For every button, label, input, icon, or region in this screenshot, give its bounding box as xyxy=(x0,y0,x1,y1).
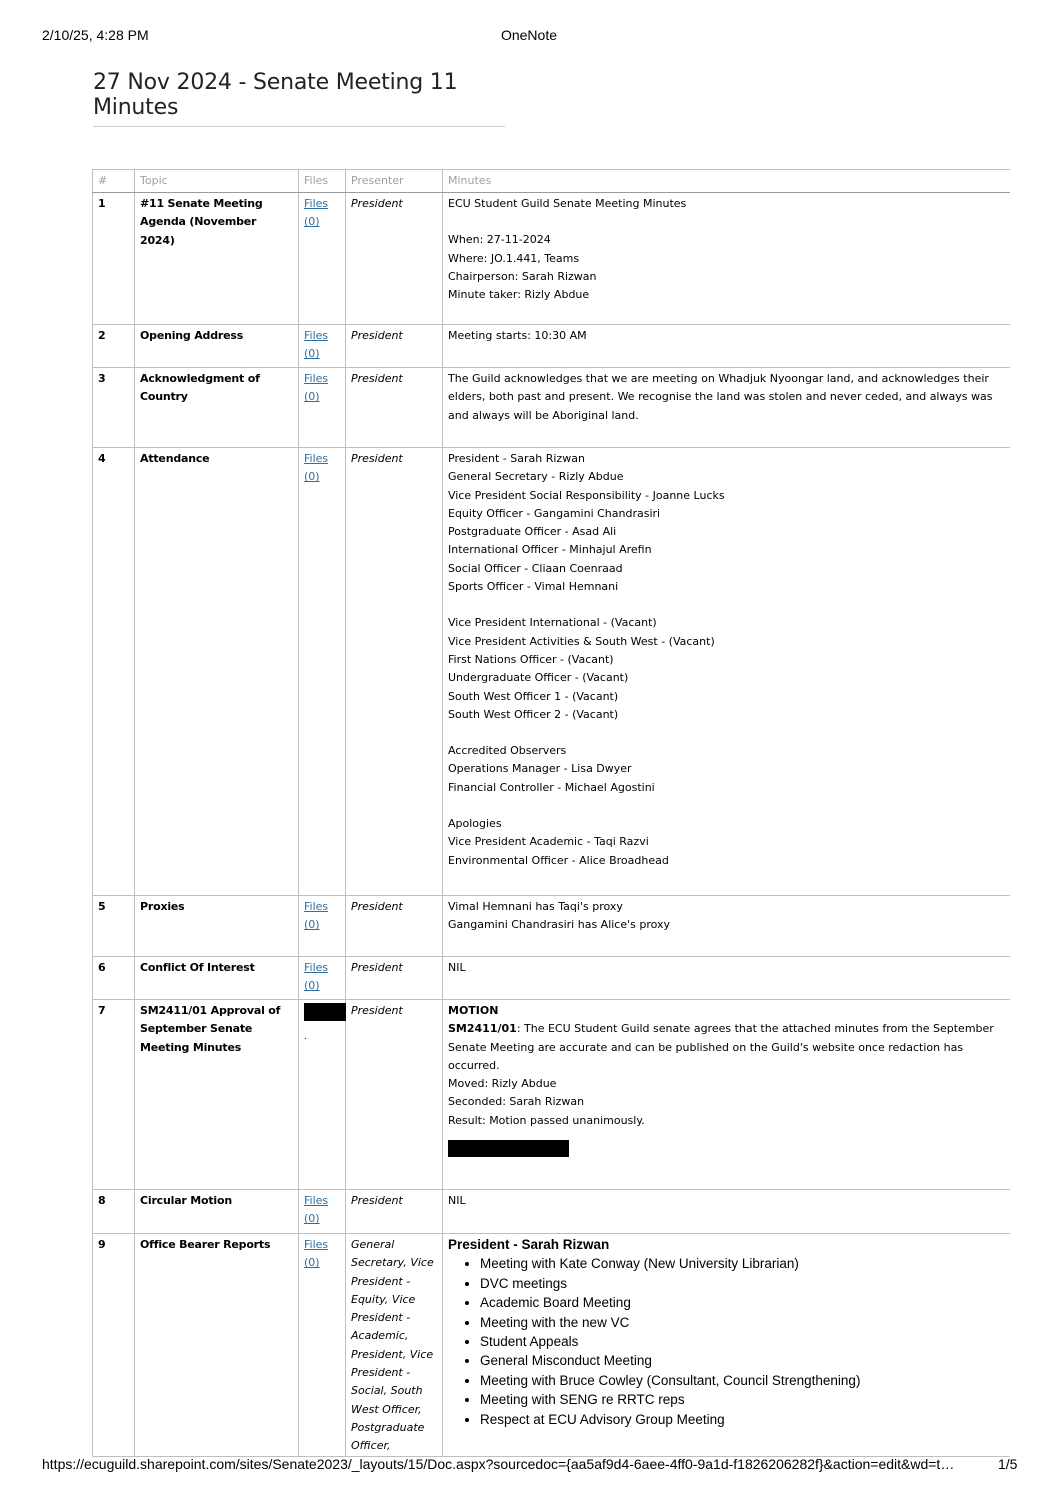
list-item: • Student Appeals xyxy=(480,1332,1006,1351)
row-presenter: President xyxy=(346,193,443,325)
row-number: 3 xyxy=(93,368,135,448)
attendance-line: Social Officer - Cliaan Coenraad xyxy=(448,561,623,575)
row-presenter: President xyxy=(346,957,443,1000)
row-number: 9 xyxy=(93,1234,135,1457)
row-minutes: The Guild acknowledges that we are meeting on Whadjuk Nyoongar land, and acknowledges their elders, both past and present. We recognise the land was stolen and never ceded, and always was and always will be Aboriginal land. xyxy=(443,368,1010,448)
list-item: • Meeting with Kate Conway (New University Librarian) xyxy=(480,1254,1006,1273)
files-link[interactable]: Files (0) xyxy=(304,1194,329,1226)
attendance-line: Equity Officer - Gangamini Chandrasiri xyxy=(448,506,661,520)
row-presenter: President xyxy=(346,896,443,957)
attendance-line: General Secretary - Rizly Abdue xyxy=(448,470,624,484)
row-topic: Opening Address xyxy=(135,325,299,368)
table-row xyxy=(93,193,1010,325)
list-item: • DVC meetings xyxy=(480,1274,1006,1293)
files-link[interactable]: Files (0) xyxy=(304,1238,329,1270)
row-topic: #11 Senate Meeting Agenda (November 2024) xyxy=(135,193,299,325)
minutes-intro: ECU Student Guild Senate Meeting Minutes xyxy=(448,197,687,210)
row-number: 1 xyxy=(93,193,135,325)
print-datetime: 2/10/25, 4:28 PM xyxy=(42,27,149,43)
motion-line: Moved: Rizly Abdue xyxy=(448,1077,557,1091)
observers-line: Operations Manager - Lisa Dwyer xyxy=(448,762,632,776)
table-row xyxy=(93,1234,1010,1457)
table-row xyxy=(93,1000,1010,1190)
row-number: 7 xyxy=(93,1000,135,1190)
minutes-line: Where: JO.1.441, Teams xyxy=(448,251,580,265)
row-topic: Circular Motion xyxy=(135,1190,299,1234)
row-minutes: NIL xyxy=(443,957,1010,1000)
row-number: 6 xyxy=(93,957,135,1000)
list-item: • Respect at ECU Advisory Group Meeting xyxy=(480,1410,1006,1429)
files-cell-redacted: . xyxy=(299,1000,346,1190)
list-item: • General Misconduct Meeting xyxy=(480,1351,1006,1370)
files-link[interactable]: Files (0) xyxy=(304,961,329,993)
row-presenter: President xyxy=(346,1000,443,1190)
redaction-block xyxy=(448,1140,569,1157)
attendance-line: Postgraduate Officer - Asad Ali xyxy=(448,525,617,539)
vacant-line: First Nations Officer - (Vacant) xyxy=(448,652,614,666)
minutes-table xyxy=(92,169,1010,1457)
table-row xyxy=(93,957,1010,1000)
row-topic: SM2411/01 Approval of September Senate Meeting Minutes xyxy=(135,1000,299,1190)
row-minutes: Meeting starts: 10:30 AM xyxy=(443,325,1010,368)
row-number: 8 xyxy=(93,1190,135,1234)
table-row xyxy=(93,368,1010,448)
row-topic: Acknowledgment of Country xyxy=(135,368,299,448)
motion-line: Result: Motion passed unanimously. xyxy=(448,1113,645,1127)
column-header-topic: Topic xyxy=(135,170,299,193)
files-link[interactable]: Files (0) xyxy=(304,900,329,932)
page-number: 1/5 xyxy=(998,1456,1018,1472)
row-minutes xyxy=(443,448,1010,896)
row-minutes xyxy=(443,193,1010,325)
minutes-line: Minute taker: Rizly Abdue xyxy=(448,288,590,302)
vacant-line: Vice President Activities & South West - (Vacant) xyxy=(448,634,715,648)
files-link[interactable]: Files (0) xyxy=(304,329,329,361)
attendance-line: International Officer - Minhajul Arefin xyxy=(448,543,652,557)
row-minutes: NIL xyxy=(443,1190,1010,1234)
table-row xyxy=(93,896,1010,957)
list-item: • Academic Board Meeting xyxy=(480,1293,1006,1312)
vacant-line: South West Officer 1 - (Vacant) xyxy=(448,689,619,703)
row-number: 2 xyxy=(93,325,135,368)
row-topic: Proxies xyxy=(135,896,299,957)
motion-line: Seconded: Sarah Rizwan xyxy=(448,1095,585,1109)
motion-text xyxy=(448,1020,1006,1075)
print-app-name: OneNote xyxy=(500,27,558,43)
report-heading: President - Sarah Rizwan xyxy=(448,1237,610,1252)
minutes-line: Chairperson: Sarah Rizwan xyxy=(448,269,597,283)
column-header-files: Files xyxy=(299,170,346,193)
observers-line: Financial Controller - Michael Agostini xyxy=(448,780,655,794)
redaction-block xyxy=(304,1003,346,1021)
apologies-line: Environmental Officer - Alice Broadhead xyxy=(448,853,669,867)
row-minutes xyxy=(443,896,1010,957)
motion-body: : The ECU Student Guild senate agrees that the attached minutes from the September Senate Meeting are accurate and can be published on the Guild's website once redaction has occurred. xyxy=(448,1022,994,1072)
apologies-line: Apologies xyxy=(448,817,502,831)
attendance-line: Vice President Social Responsibility - Joanne Lucks xyxy=(448,488,725,502)
vacant-line: South West Officer 2 - (Vacant) xyxy=(448,707,619,721)
attendance-line: Sports Officer - Vimal Hemnani xyxy=(448,580,619,594)
column-header-number: # xyxy=(93,170,135,193)
row-number: 4 xyxy=(93,448,135,896)
motion-heading: MOTION xyxy=(448,1004,499,1017)
row-minutes xyxy=(443,1000,1010,1190)
row-topic: Attendance xyxy=(135,448,299,896)
files-link[interactable]: Files (0) xyxy=(304,452,329,484)
column-header-minutes: Minutes xyxy=(443,170,1010,193)
table-header-row xyxy=(93,170,1010,193)
files-link[interactable]: Files (0) xyxy=(304,372,329,404)
list-item: • Meeting with SENG re RRTC reps xyxy=(480,1390,1006,1409)
vacant-line: Vice President International - (Vacant) xyxy=(448,616,657,630)
table-row xyxy=(93,325,1010,368)
proxy-line: Vimal Hemnani has Taqi's proxy xyxy=(448,900,623,913)
motion-id: SM2411/01 xyxy=(448,1022,517,1036)
row-presenter: President xyxy=(346,448,443,896)
table-row xyxy=(93,1190,1010,1234)
row-topic: Conflict Of Interest xyxy=(135,957,299,1000)
column-header-presenter: Presenter xyxy=(346,170,443,193)
proxy-line: Gangamini Chandrasiri has Alice's proxy xyxy=(448,918,671,932)
minutes-line: When: 27-11-2024 xyxy=(448,233,551,247)
list-item: • Meeting with Bruce Cowley (Consultant, Council Strengthening) xyxy=(480,1371,1006,1390)
row-number: 5 xyxy=(93,896,135,957)
page-title: 27 Nov 2024 - Senate Meeting 11 Minutes xyxy=(93,70,505,127)
row-minutes xyxy=(443,1234,1010,1457)
report-list xyxy=(448,1254,1006,1429)
files-link[interactable]: Files (0) xyxy=(304,197,329,229)
row-presenter: President xyxy=(346,325,443,368)
vacant-line: Undergraduate Officer - (Vacant) xyxy=(448,671,629,685)
row-presenter: General Secretary, Vice President - Equity, Vice President - Academic, President, Vice President - Social, South West Officer, Postgraduate Officer, xyxy=(346,1234,443,1457)
row-presenter: President xyxy=(346,1190,443,1234)
observers-line: Accredited Observers xyxy=(448,744,567,758)
table-row xyxy=(93,448,1010,896)
page-url: https://ecuguild.sharepoint.com/sites/Senate2023/_layouts/15/Doc.aspx?sourcedoc={aa5af9d4-6aee-4ff0-9a1d-f1826206282f}&action=edit&wd=t… xyxy=(42,1456,955,1472)
attendance-line: President - Sarah Rizwan xyxy=(448,452,585,465)
row-topic: Office Bearer Reports xyxy=(135,1234,299,1457)
row-presenter: President xyxy=(346,368,443,448)
list-item: • Meeting with the new VC xyxy=(480,1313,1006,1332)
apologies-line: Vice President Academic - Taqi Razvi xyxy=(448,835,649,849)
